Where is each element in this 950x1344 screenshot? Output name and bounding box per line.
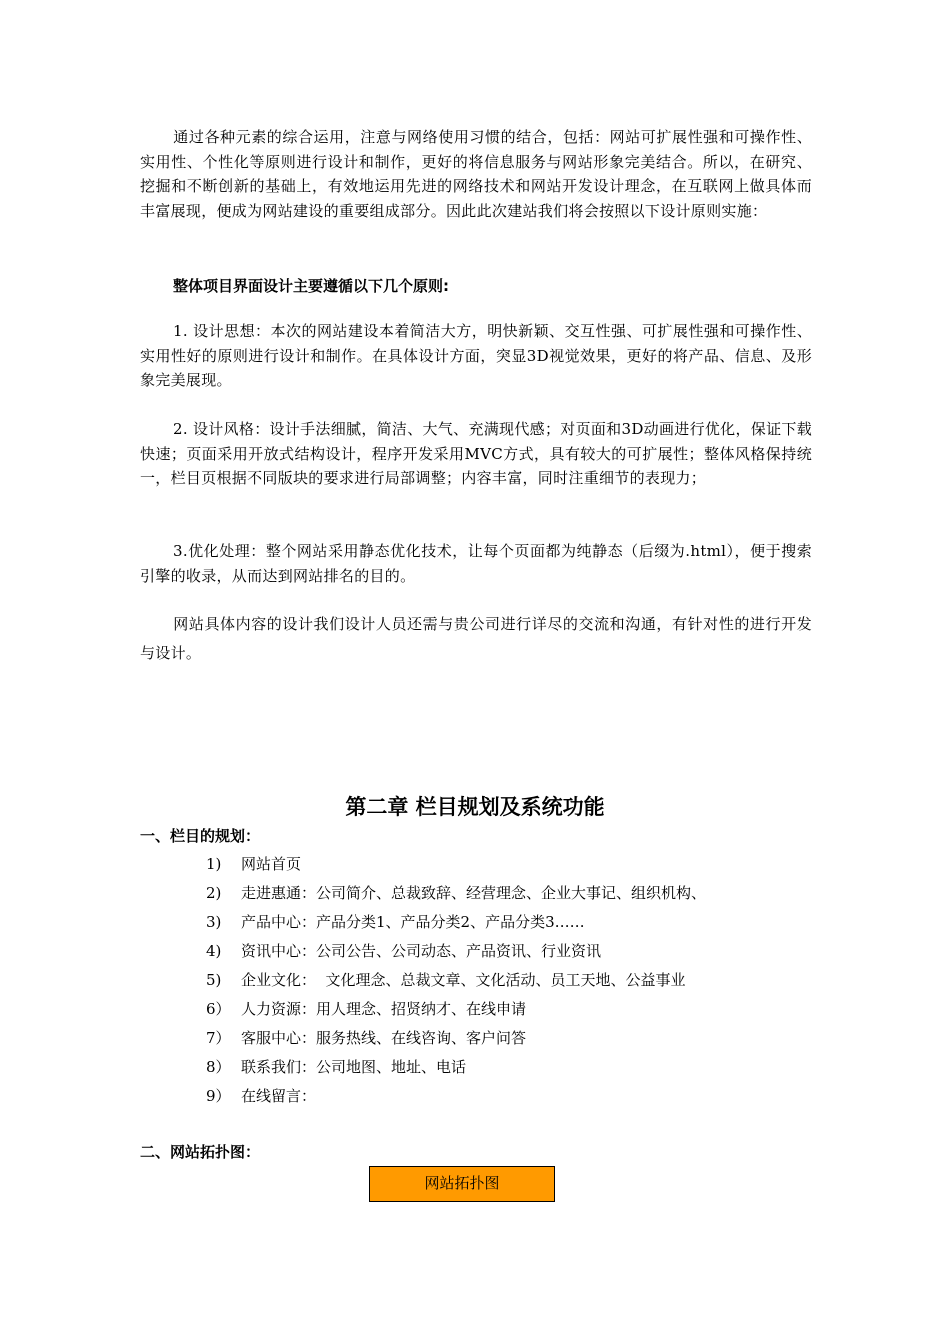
list-item-text: 联系我们：公司地图、地址、电话	[241, 1058, 467, 1076]
principle-design-idea-text: 1. 设计思想：本次的网站建设本着简洁大方，明快新颖、交互性强、可扩展性强和可操作性、实用性好的原则进行设计和制作。在具体设计方面，突显3D视觉效果，更好的将产品、信息、及形象完美展现。	[140, 322, 812, 389]
intro-paragraph-text: 通过各种元素的综合运用，注意与网络使用习惯的结合，包括：网站可扩展性强和可操作性、实用性、个性化等原则进行设计和制作，更好的将信息服务与网站形象完美结合。所以，在研究、挖掘和不断创新的基础上，有效地运用先进的网络技术和网站开发设计理念，在互联网上做具体而丰富展现，便成为网站建设的重要组成部分。因此此次建站我们将会按照以下设计原则实施：	[140, 128, 812, 220]
section-title-columns: 一、栏目的规划：	[140, 827, 261, 845]
list-item-number: 6）	[206, 1000, 231, 1018]
list-item	[206, 998, 706, 1027]
principle-design-style	[140, 417, 812, 491]
principle-optimization-text: 3.优化处理：整个网站采用静态优化技术，让每个页面都为纯静态（后缀为.html），便于搜索引擎的收录，从而达到网站排名的目的。	[140, 542, 812, 585]
principle-design-idea	[140, 319, 812, 393]
list-item-number: 1)	[206, 855, 222, 873]
list-item	[206, 1027, 706, 1056]
list-item	[206, 1085, 706, 1114]
topology-diagram-box: 网站拓扑图	[369, 1166, 555, 1202]
principle-design-style-text: 2. 设计风格：设计手法细腻，简洁、大气、充满现代感；对页面和3D动画进行优化，保证下载快速；页面采用开放式结构设计，程序开发采用MVC方式，具有较大的可扩展性；整体风格保持统一，栏目页根据不同版块的要求进行局部调整；内容丰富，同时注重细节的表现力；	[140, 420, 812, 487]
closing-paragraph	[140, 610, 812, 668]
list-item-number: 9）	[206, 1087, 231, 1105]
list-item	[206, 853, 706, 882]
column-list	[206, 853, 706, 1114]
list-item-text: 走进惠通：公司简介、总裁致辞、经营理念、企业大事记、组织机构、	[241, 884, 707, 902]
list-item-number: 8）	[206, 1058, 231, 1076]
list-item-number: 3)	[206, 913, 222, 931]
list-item-text: 网站首页	[241, 855, 302, 873]
principles-heading: 整体项目界面设计主要遵循以下几个原则:	[173, 277, 450, 295]
list-item-number: 5)	[206, 971, 222, 989]
list-item-text: 在线留言：	[241, 1087, 317, 1105]
list-item-text: 产品中心：产品分类1、产品分类2、产品分类3……	[241, 913, 585, 931]
list-item-text: 企业文化： 文化理念、总裁文章、文化活动、员工天地、公益事业	[241, 971, 686, 989]
intro-paragraph	[140, 125, 812, 223]
list-item	[206, 1056, 706, 1085]
list-item-number: 2)	[206, 884, 222, 902]
closing-paragraph-text: 网站具体内容的设计我们设计人员还需与贵公司进行详尽的交流和沟通，有针对性的进行开发与设计。	[140, 615, 812, 662]
list-item-number: 7）	[206, 1029, 231, 1047]
chapter-title: 第二章 栏目规划及系统功能	[345, 795, 605, 819]
list-item-text: 客服中心：服务热线、在线咨询、客户问答	[241, 1029, 527, 1047]
list-item-text: 人力资源：用人理念、招贤纳才、在线申请	[241, 1000, 527, 1018]
list-item-number: 4)	[206, 942, 222, 960]
list-item-text: 资讯中心：公司公告、公司动态、产品资讯、行业资讯	[241, 942, 602, 960]
list-item	[206, 911, 706, 940]
list-item	[206, 882, 706, 911]
list-item	[206, 940, 706, 969]
principle-optimization	[140, 539, 812, 588]
section-title-topology: 二、网站拓扑图：	[140, 1143, 261, 1161]
list-item	[206, 969, 706, 998]
